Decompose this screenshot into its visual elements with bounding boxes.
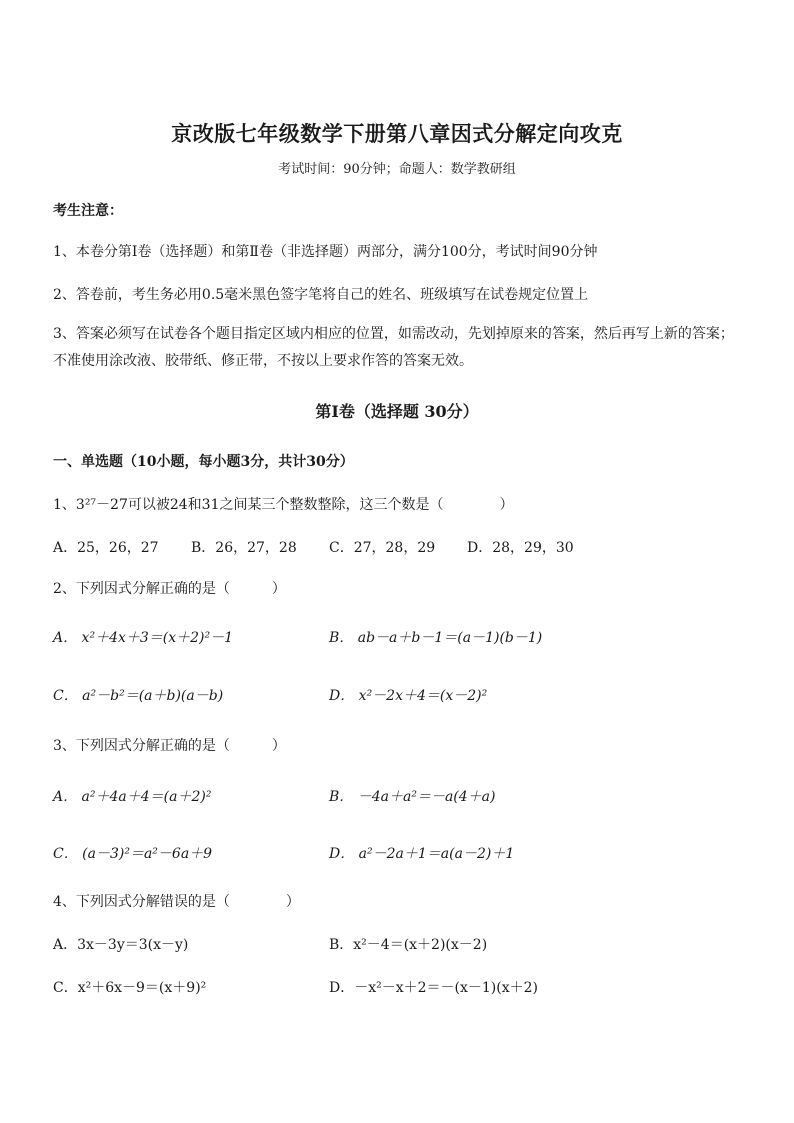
question-stem: 4、下列因式分解错误的是（ ）: [53, 894, 300, 910]
option-a[interactable]: A． x²＋4x＋3＝(x＋2)²－1: [53, 630, 234, 646]
notice-item: 2、答卷前，考生务必用0.5毫米黑色签字笔将自己的姓名、班级填写在试卷规定位置上: [53, 287, 589, 303]
part-heading: 一、单选题（10小题，每小题3分，共计30分）: [53, 454, 354, 470]
option-c[interactable]: C． a²－b²＝(a＋b)(a－b): [53, 688, 224, 704]
option-b[interactable]: B． ab－a＋b－1＝(a－1)(b－1): [329, 630, 543, 646]
option-b[interactable]: B． －4a＋a²＝－a(4＋a): [329, 789, 496, 805]
notice-item: 3、答案必须写在试卷各个题目指定区域内相应的位置，如需改动，先划掉原来的答案，然后再写上新的答案；不准使用涂改液、胶带纸、修正带，不按以上要求作答的答案无效。: [53, 326, 734, 369]
option-b[interactable]: B．x²－4＝(x＋2)(x－2): [329, 937, 488, 953]
option-c[interactable]: C． (a－3)²＝a²－6a＋9: [53, 846, 213, 862]
option-d[interactable]: D． x²－2x＋4＝(x－2)²: [329, 688, 488, 704]
question-stem: 2、下列因式分解正确的是（ ）: [53, 581, 286, 597]
option-a[interactable]: A．3x－3y＝3(x－y): [53, 937, 189, 953]
question-stem: 3、下列因式分解正确的是（ ）: [53, 738, 286, 754]
option-d[interactable]: D． a²－2a＋1＝a(a－2)＋1: [329, 846, 515, 862]
notice-item: 1、本卷分第Ⅰ卷（选择题）和第Ⅱ卷（非选择题）两部分，满分100分，考试时间90分钟: [53, 244, 598, 260]
option-d[interactable]: D．－x²－x＋2＝－(x－1)(x＋2): [329, 980, 538, 996]
option-b[interactable]: B．26，27，28: [191, 540, 297, 556]
option-c[interactable]: C．x²＋6x－9＝(x＋9)²: [53, 980, 207, 996]
page-title: 京改版七年级数学下册第八章因式分解定向攻克: [171, 121, 623, 146]
question-stem: 1、3²⁷－27可以被24和31之间某三个整数整除，这三个数是（ ）: [53, 497, 514, 513]
notice-heading: 考生注意：: [53, 203, 123, 219]
section-title: 第Ⅰ卷（选择题 30分）: [315, 402, 479, 421]
option-d[interactable]: D．28，29，30: [467, 540, 574, 556]
option-a[interactable]: A． a²＋4a＋4＝(a＋2)²: [53, 789, 212, 805]
option-c[interactable]: C．27，28，29: [329, 540, 436, 556]
option-a[interactable]: A．25，26，27: [53, 540, 159, 556]
exam-subtitle: 考试时间：90分钟；命题人：数学教研组: [278, 162, 516, 177]
